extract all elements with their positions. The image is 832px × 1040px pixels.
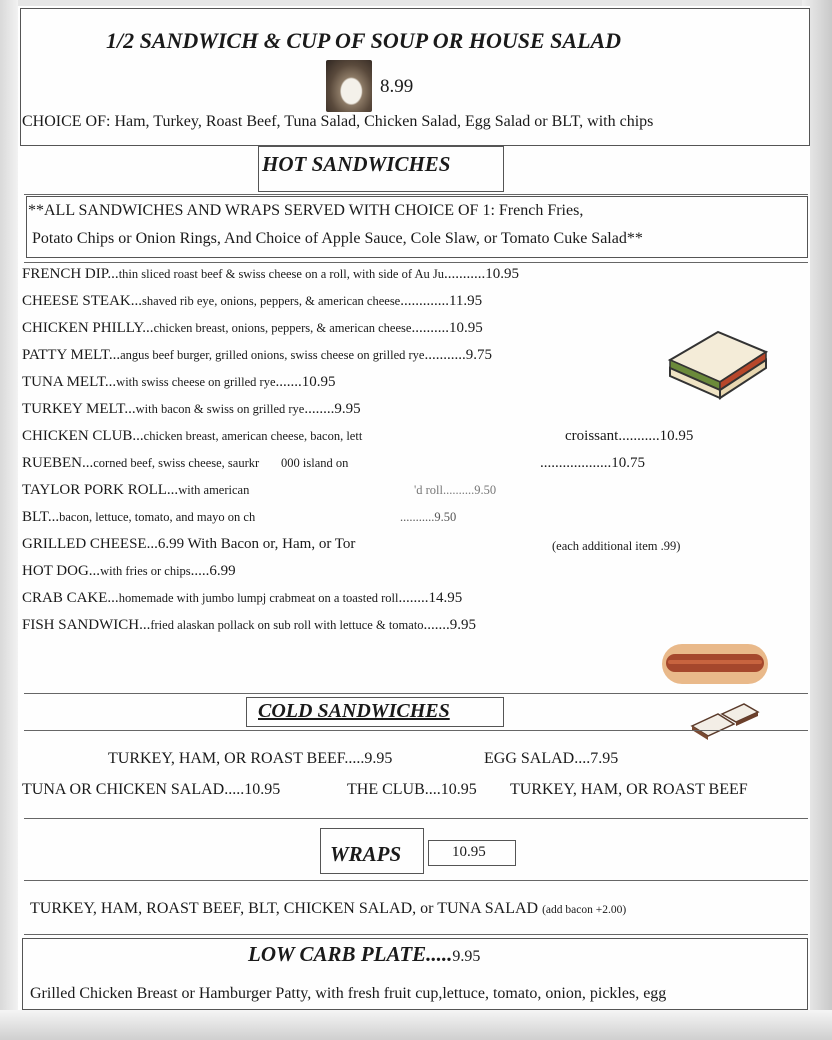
item-name: BLT... <box>22 509 60 525</box>
item-desc: with american <box>178 483 250 497</box>
hot-sandwiches-title: HOT SANDWICHES <box>262 152 451 176</box>
served-with-line-1: **ALL SANDWICHES AND WRAPS SERVED WITH CHOICE OF 1: French Fries, <box>28 202 584 219</box>
wraps-options <box>30 900 626 918</box>
item-desc: with swiss cheese on grilled rye <box>116 375 276 389</box>
item-name: TURKEY MELT... <box>22 401 136 417</box>
menu-item-tuna-melt <box>22 374 336 391</box>
menu-item-turkey-melt <box>22 401 361 418</box>
item-desc: chicken breast, onions, peppers, & american cheese <box>153 321 412 335</box>
divider <box>24 262 808 263</box>
low-carb-description: Grilled Chicken Breast or Hamburger Patty, with fresh fruit cup,lettuce, tomato, onion, pickles, egg <box>30 985 667 1002</box>
divider <box>24 880 808 881</box>
item-desc: corned beef, swiss cheese, saurkr 000 island on <box>93 456 349 470</box>
served-with-line-2: Potato Chips or Onion Rings, And Choice of Apple Sauce, Cole Slaw, or Tomato Cuke Salad** <box>32 230 643 247</box>
scan-edge-left <box>0 0 18 1040</box>
cold-item-turkey-ham-roast-beef: TURKEY, HAM, OR ROAST BEEF.....9.95 <box>108 750 393 767</box>
item-desc: with bacon & swiss on grilled rye <box>135 402 305 416</box>
item-name: HOT DOG... <box>22 563 101 579</box>
menu-item-french-dip <box>22 266 519 283</box>
item-name: PATTY MELT... <box>22 347 121 363</box>
menu-item-taylor-pork-roll <box>22 482 249 499</box>
half-sandwich-title: 1/2 SANDWICH & CUP OF SOUP OR HOUSE SALAD <box>106 28 622 53</box>
item-price: 6.99 With Bacon or, Ham, or Tor <box>157 536 356 552</box>
scan-edge-bottom <box>0 1010 832 1040</box>
item-desc: angus beef burger, grilled onions, swiss cheese on grilled rye <box>120 348 425 362</box>
divider <box>24 194 808 195</box>
item-note: (each additional item .99) <box>552 539 681 553</box>
menu-item-taylor-pork-roll-price <box>414 482 496 499</box>
item-price: ...................10.75 <box>540 455 645 471</box>
menu-item-grilled-cheese <box>22 536 355 553</box>
divider <box>24 693 808 694</box>
item-name: FISH SANDWICH... <box>22 617 151 633</box>
divider <box>24 818 808 819</box>
item-name: CHEESE STEAK... <box>22 293 142 309</box>
item-price: ...........10.95 <box>443 266 519 282</box>
item-price: ..........10.95 <box>411 320 483 336</box>
menu-item-rueben <box>22 455 348 472</box>
low-carb-title <box>248 942 480 967</box>
item-name: CHICKEN PHILLY... <box>22 320 154 336</box>
wraps-bacon-note: (add bacon +2.00) <box>542 904 627 916</box>
item-name: TUNA MELT... <box>22 374 117 390</box>
menu-item-crab-cake <box>22 590 462 607</box>
sandwich-illustration <box>664 326 770 402</box>
cold-item-club-choices: TURKEY, HAM, OR ROAST BEEF <box>510 781 748 798</box>
item-desc: fried alaskan pollack on sub roll with lettuce & tomato <box>150 618 424 632</box>
item-desc: shaved rib eye, onions, peppers, & american cheese <box>142 294 401 308</box>
item-name: RUEBEN... <box>22 455 94 471</box>
menu-item-rueben-price <box>540 455 645 472</box>
cold-sandwiches-title: COLD SANDWICHES <box>258 700 450 722</box>
item-price: ........9.95 <box>304 401 361 417</box>
menu-item-grilled-cheese-note <box>552 538 680 555</box>
item-price: ...........9.50 <box>400 510 457 524</box>
soup-cup-photo <box>326 60 372 112</box>
menu-item-cheese-steak <box>22 293 482 310</box>
half-sandwich-price: 8.99 <box>380 76 414 97</box>
item-desc: thin sliced roast beef & swiss cheese on a roll, with side of Au Ju <box>118 267 444 281</box>
hot-dog-illustration <box>660 640 770 688</box>
mini-sandwiches-illustration <box>688 700 760 742</box>
cold-item-tuna-chicken-salad: TUNA OR CHICKEN SALAD.....10.95 <box>22 781 281 798</box>
item-price: ...........9.75 <box>424 347 492 363</box>
divider <box>24 934 808 935</box>
item-desc: homemade with jumbo lumpj crabmeat on a toasted roll <box>118 591 399 605</box>
wraps-title: WRAPS <box>330 842 402 866</box>
item-desc: with fries or chips <box>100 564 191 578</box>
item-name: CRAB CAKE... <box>22 590 119 606</box>
item-price: ........14.95 <box>398 590 463 606</box>
wraps-price: 10.95 <box>452 844 486 860</box>
low-carb-title-text: LOW CARB PLATE..... <box>248 942 453 966</box>
menu-item-patty-melt <box>22 347 492 364</box>
item-price: 'd roll..........9.50 <box>414 483 497 497</box>
wraps-options-text: TURKEY, HAM, ROAST BEEF, BLT, CHICKEN SALAD, or TUNA SALAD <box>30 900 543 917</box>
item-name: FRENCH DIP... <box>22 266 119 282</box>
item-price: .............11.95 <box>400 293 483 309</box>
item-name: CHICKEN CLUB... <box>22 428 144 444</box>
menu-item-chicken-club <box>22 428 362 445</box>
half-sandwich-choices: CHOICE OF: Ham, Turkey, Roast Beef, Tuna Salad, Chicken Salad, Egg Salad or BLT, with chips <box>22 113 654 130</box>
item-price: .......9.95 <box>423 617 477 633</box>
menu-item-chicken-club-price <box>565 428 693 445</box>
item-price: croissant...........10.95 <box>565 428 694 444</box>
cold-item-the-club: THE CLUB....10.95 <box>347 781 477 798</box>
item-desc: chicken breast, american cheese, bacon, lett <box>143 429 363 443</box>
item-name: TAYLOR PORK ROLL... <box>22 482 179 498</box>
item-name: GRILLED CHEESE... <box>22 536 158 552</box>
menu-item-chicken-philly <box>22 320 483 337</box>
divider <box>24 730 808 731</box>
low-carb-price: 9.95 <box>452 948 481 965</box>
menu-item-fish-sandwich <box>22 617 476 634</box>
menu-item-blt <box>22 509 255 526</box>
menu-item-blt-price <box>400 509 456 526</box>
item-price: .......10.95 <box>275 374 336 390</box>
item-desc: bacon, lettuce, tomato, and mayo on ch <box>59 510 256 524</box>
menu-item-hot-dog <box>22 563 236 580</box>
cold-item-egg-salad: EGG SALAD....7.95 <box>484 750 619 767</box>
item-price: .....6.99 <box>190 563 236 579</box>
